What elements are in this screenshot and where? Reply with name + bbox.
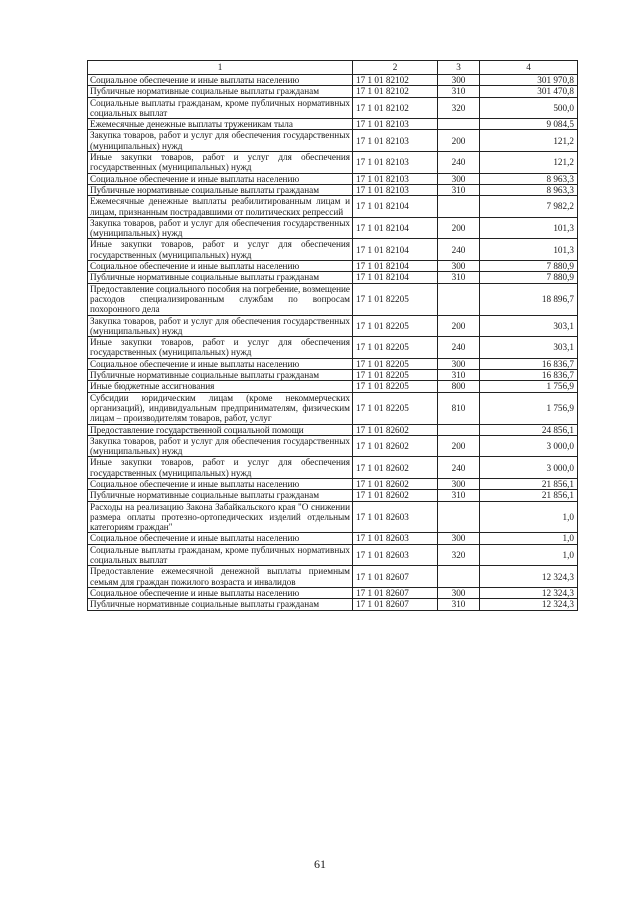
row-name: Социальное обеспечение и иные выплаты населению [88,478,353,489]
row-name: Иные закупки товаров, работ и услуг для обеспечения государственных (муниципальных) нужд [88,337,353,359]
row-code: 17 1 01 82104 [353,196,438,218]
row-name: Публичные нормативные социальные выплаты гражданам [88,86,353,97]
row-amount: 9 084,5 [480,119,578,130]
row-name: Социальное обеспечение и иные выплаты населению [88,261,353,272]
row-amount: 12 324,3 [480,599,578,610]
row-name: Ежемесячные денежные выплаты реабилитированным лицам и лицам, признанным пострадавшими от политических репрессий [88,196,353,218]
row-name: Социальное обеспечение и иные выплаты населению [88,358,353,369]
row-name: Публичные нормативные социальные выплаты гражданам [88,184,353,195]
column-header-3: 3 [438,61,480,75]
row-name: Публичные нормативные социальные выплаты гражданам [88,490,353,501]
table-row [88,358,578,369]
table-row [88,261,578,272]
row-name: Социальные выплаты гражданам, кроме публичных нормативных социальных выплат [88,544,353,566]
row-name: Закупка товаров, работ и услуг для обеспечения государственных (муниципальных) нужд [88,130,353,152]
row-expense-type: 300 [438,478,480,489]
table-row [88,478,578,489]
table-row [88,184,578,195]
table-row [88,217,578,239]
table-row [88,119,578,130]
row-expense-type: 320 [438,544,480,566]
row-name: Расходы на реализацию Закона Забайкальского края "О снижении размера оплаты протезно-ортопедических изделий отдельным категориям граждан" [88,501,353,533]
table-row [88,544,578,566]
row-amount: 8 963,3 [480,184,578,195]
row-name: Иные закупки товаров, работ и услуг для обеспечения государственных (муниципальных) нужд [88,152,353,174]
row-amount: 3 000,0 [480,435,578,457]
row-amount: 16 836,7 [480,370,578,381]
row-name: Иные закупки товаров, работ и услуг для обеспечения государственных (муниципальных) нужд [88,239,353,261]
table-row [88,272,578,283]
row-amount: 101,3 [480,239,578,261]
column-header-4: 4 [480,61,578,75]
row-expense-type: 200 [438,315,480,337]
row-expense-type [438,566,480,588]
row-expense-type: 300 [438,358,480,369]
row-code: 17 1 01 82104 [353,217,438,239]
row-name: Социальные выплаты гражданам, кроме публичных нормативных социальных выплат [88,97,353,119]
table-row [88,337,578,359]
row-expense-type: 810 [438,392,480,424]
row-amount: 303,1 [480,315,578,337]
row-code: 17 1 01 82607 [353,566,438,588]
row-expense-type [438,119,480,130]
row-expense-type: 310 [438,272,480,283]
row-amount: 18 896,7 [480,283,578,315]
row-amount: 21 856,1 [480,490,578,501]
row-code: 17 1 01 82205 [353,337,438,359]
row-amount: 3 000,0 [480,457,578,479]
row-amount: 21 856,1 [480,478,578,489]
row-expense-type: 300 [438,261,480,272]
row-amount: 301 470,8 [480,86,578,97]
header-row [88,61,578,75]
row-name: Социальное обеспечение и иные выплаты населению [88,587,353,598]
row-expense-type: 310 [438,370,480,381]
table-row [88,587,578,598]
row-code: 17 1 01 82103 [353,130,438,152]
row-name: Предоставление социального пособия на погребение, возмещение расходов специализированным службам по вопросам похоронного дела [88,283,353,315]
row-expense-type: 300 [438,533,480,544]
row-name: Социальное обеспечение и иные выплаты населению [88,75,353,86]
row-code: 17 1 01 82607 [353,587,438,598]
table-row [88,392,578,424]
row-amount: 1,0 [480,501,578,533]
row-code: 17 1 01 82103 [353,152,438,174]
table-body [88,75,578,611]
row-code: 17 1 01 82205 [353,381,438,392]
row-amount: 7 982,2 [480,196,578,218]
row-amount: 1 756,9 [480,381,578,392]
row-code: 17 1 01 82602 [353,478,438,489]
row-code: 17 1 01 82205 [353,370,438,381]
row-name: Публичные нормативные социальные выплаты гражданам [88,599,353,610]
row-code: 17 1 01 82603 [353,501,438,533]
row-code: 17 1 01 82104 [353,272,438,283]
column-header-2: 2 [353,61,438,75]
table-row [88,130,578,152]
row-name: Закупка товаров, работ и услуг для обеспечения государственных (муниципальных) нужд [88,217,353,239]
table-row [88,370,578,381]
row-amount: 12 324,3 [480,566,578,588]
row-code: 17 1 01 82603 [353,544,438,566]
table-row [88,173,578,184]
row-code: 17 1 01 82602 [353,424,438,435]
table-row [88,196,578,218]
row-amount: 303,1 [480,337,578,359]
row-amount: 121,2 [480,152,578,174]
row-code: 17 1 01 82103 [353,119,438,130]
row-code: 17 1 01 82102 [353,86,438,97]
row-code: 17 1 01 82602 [353,490,438,501]
table-row [88,435,578,457]
row-name: Социальное обеспечение и иные выплаты населению [88,533,353,544]
table-row [88,315,578,337]
row-amount: 121,2 [480,130,578,152]
row-name: Предоставление ежемесячной денежной выплаты приемным семьям для граждан пожилого возраста и инвалидов [88,566,353,588]
table-row [88,457,578,479]
row-expense-type: 310 [438,86,480,97]
row-code: 17 1 01 82103 [353,184,438,195]
row-expense-type: 240 [438,337,480,359]
table-row [88,75,578,86]
row-name: Закупка товаров, работ и услуг для обеспечения государственных (муниципальных) нужд [88,435,353,457]
row-amount: 1 756,9 [480,392,578,424]
row-name: Предоставление государственной социальной помощи [88,424,353,435]
row-amount: 24 856,1 [480,424,578,435]
row-expense-type [438,196,480,218]
table-row [88,533,578,544]
table-row [88,501,578,533]
table-row [88,86,578,97]
row-amount: 101,3 [480,217,578,239]
table-row [88,566,578,588]
table-row [88,152,578,174]
row-expense-type: 200 [438,435,480,457]
row-code: 17 1 01 82103 [353,173,438,184]
row-expense-type: 240 [438,457,480,479]
row-expense-type: 800 [438,381,480,392]
row-amount: 7 880,9 [480,272,578,283]
row-name: Публичные нормативные социальные выплаты гражданам [88,272,353,283]
row-amount: 7 880,9 [480,261,578,272]
row-expense-type: 310 [438,184,480,195]
row-expense-type: 200 [438,130,480,152]
row-code: 17 1 01 82104 [353,239,438,261]
row-expense-type: 300 [438,587,480,598]
row-code: 17 1 01 82602 [353,457,438,479]
row-amount: 1,0 [480,533,578,544]
row-name: Субсидии юридическим лицам (кроме некоммерческих организаций), индивидуальным предпринимателям, физическим лицам – производителям товаров, работ, услуг [88,392,353,424]
row-amount: 1,0 [480,544,578,566]
table-row [88,424,578,435]
row-code: 17 1 01 82102 [353,97,438,119]
row-code: 17 1 01 82104 [353,261,438,272]
table-row [88,599,578,610]
row-amount: 301 970,8 [480,75,578,86]
row-expense-type: 300 [438,75,480,86]
row-name: Ежемесячные денежные выплаты труженикам тыла [88,119,353,130]
row-expense-type: 240 [438,239,480,261]
table-row [88,239,578,261]
row-amount: 500,0 [480,97,578,119]
row-amount: 12 324,3 [480,587,578,598]
row-code: 17 1 01 82607 [353,599,438,610]
row-expense-type: 200 [438,217,480,239]
row-expense-type: 310 [438,490,480,501]
row-expense-type: 310 [438,599,480,610]
table-row [88,381,578,392]
row-expense-type [438,283,480,315]
row-code: 17 1 01 82205 [353,358,438,369]
row-name: Публичные нормативные социальные выплаты гражданам [88,370,353,381]
table-row [88,490,578,501]
page-number: 61 [314,857,326,871]
row-name: Иные закупки товаров, работ и услуг для обеспечения государственных (муниципальных) нужд [88,457,353,479]
row-amount: 8 963,3 [480,173,578,184]
column-header-1: 1 [88,61,353,75]
row-expense-type [438,501,480,533]
row-code: 17 1 01 82603 [353,533,438,544]
row-expense-type: 320 [438,97,480,119]
row-code: 17 1 01 82205 [353,315,438,337]
row-code: 17 1 01 82205 [353,392,438,424]
table-row [88,97,578,119]
row-code: 17 1 01 82205 [353,283,438,315]
budget-table [87,60,578,611]
row-amount: 16 836,7 [480,358,578,369]
row-code: 17 1 01 82602 [353,435,438,457]
row-code: 17 1 01 82102 [353,75,438,86]
table-row [88,283,578,315]
row-name: Закупка товаров, работ и услуг для обеспечения государственных (муниципальных) нужд [88,315,353,337]
row-expense-type: 240 [438,152,480,174]
row-name: Иные бюджетные ассигнования [88,381,353,392]
row-name: Социальное обеспечение и иные выплаты населению [88,173,353,184]
row-expense-type [438,424,480,435]
row-expense-type: 300 [438,173,480,184]
